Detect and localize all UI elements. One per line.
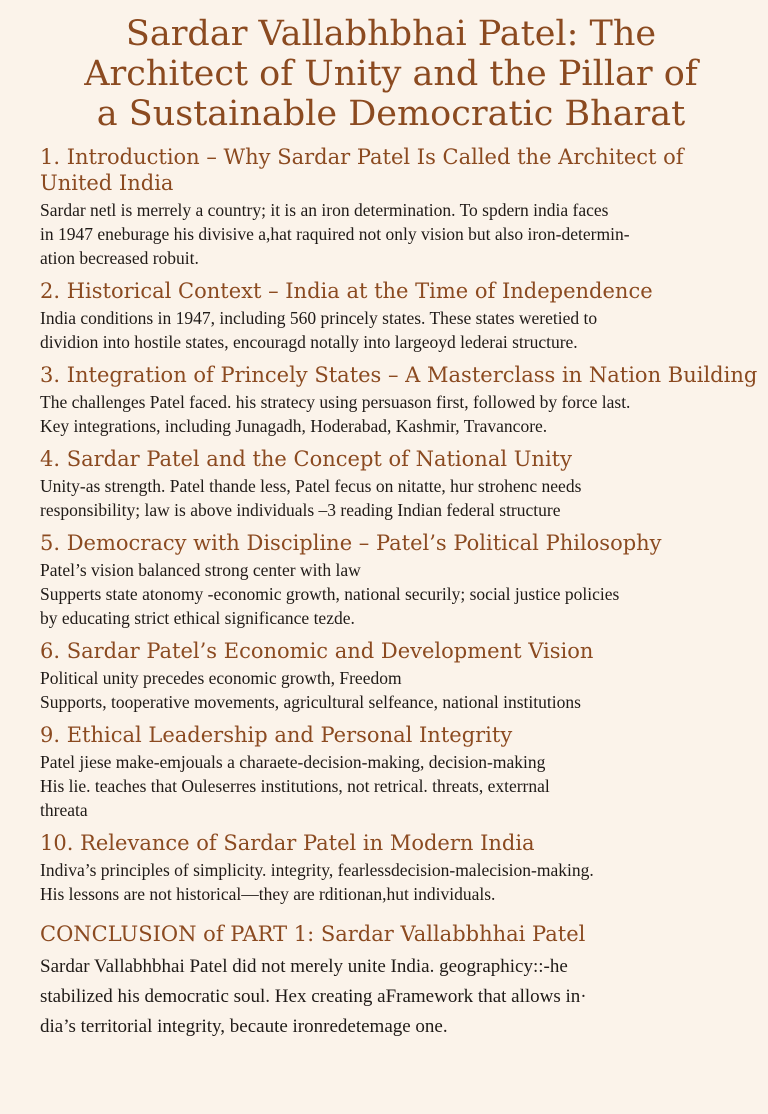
section-democracy <box>40 530 742 630</box>
section-text-line: responsibility; law is above individuals –3 reading Indian federal structure <box>40 500 561 520</box>
section-heading: 10. Relevance of Sardar Patel in Modern India <box>40 831 535 855</box>
conclusion-text-line: dia’s territorial integrity, becaute ironredetemage one. <box>40 1016 448 1037</box>
section-economic-vision <box>40 638 742 714</box>
section-text-line: Patel jiese make-emjouals a charaete-decision-making, decision-making <box>40 752 546 772</box>
section-national-unity <box>40 446 742 522</box>
title-line-3: a Sustainable Democratic Bharat <box>96 94 686 134</box>
conclusion-text-line: Sardar Vallabhbhai Patel did not merely unite India. geographicy::-he <box>40 956 568 977</box>
section-modern-relevance <box>40 830 742 906</box>
section-heading: 1. Introduction – Why Sardar Patel Is Called the Architect of United India <box>40 145 684 195</box>
section-text-line: Supperts state atonomy -economic growth, national securily; social justice policies <box>40 584 620 604</box>
section-text-line: India conditions in 1947, including 560 princely states. These states weretied to <box>40 308 598 328</box>
section-heading: 9. Ethical Leadership and Personal Integrity <box>40 723 513 747</box>
section-text-line: in 1947 eneburage his divisive a,hat raquired not only vision but also iron-determin- <box>40 224 630 244</box>
section-text-line: by educating strict ethical significance tezde. <box>40 608 355 628</box>
section-text-line: ation becreased robuit. <box>40 248 199 268</box>
conclusion-heading: CONCLUSION of PART 1: Sardar Vallabbhhai Patel <box>40 922 586 946</box>
section-text-line: threata <box>40 800 88 820</box>
section-introduction <box>40 144 742 270</box>
section-text-line: Unity-as strength. Patel thande less, Patel fecus on nitatte, hur strohenc needs <box>40 476 582 496</box>
section-text-line: Sardar netl is merrely a country; it is an iron determination. To spdern india faces <box>40 200 609 220</box>
section-text-line: His lessons are not historical—they are rditionan,hut individuals. <box>40 884 496 904</box>
section-heading: 3. Integration of Princely States – A Masterclass in Nation Building <box>40 363 758 387</box>
section-text-line: Key integrations, including Junagadh, Hoderabad, Kashmir, Travancore. <box>40 416 548 436</box>
section-heading: 6. Sardar Patel’s Economic and Development Vision <box>40 639 594 663</box>
title-line-2: Architect of Unity and the Pillar of <box>84 54 698 94</box>
section-text-line: dividion into hostile states, encouragd notally into largeoyd lederai structure. <box>40 332 578 352</box>
section-heading: 5. Democracy with Discipline – Patel’s Political Philosophy <box>40 531 662 555</box>
section-ethical-leadership <box>40 722 742 822</box>
section-text-line: His lie. teaches that Ouleserres institutions, not retrical. threats, exterrnal <box>40 776 550 796</box>
section-text-line: Indiva’s principles of simplicity. integrity, fearlessdecision-malecision-making. <box>40 860 594 880</box>
section-text-line: Supports, tooperative movements, agricultural selfeance, national institutions <box>40 692 581 712</box>
section-text-line: Political unity precedes economic growth, Freedom <box>40 668 402 688</box>
title-line-1: Sardar Vallabhbhai Patel: The <box>125 14 657 54</box>
section-text-line: Patel’s vision balanced strong center with law <box>40 560 361 580</box>
section-historical-context <box>40 278 742 354</box>
section-text-line: The challenges Patel faced. his stratecy using persuason first, followed by force last. <box>40 392 631 412</box>
section-integration <box>40 362 758 438</box>
section-conclusion <box>40 920 742 1042</box>
conclusion-text-line: stabilized his democratic soul. Hex creating aFramework that allows in· <box>40 986 587 1007</box>
section-heading: 2. Historical Context – India at the Time of Independence <box>40 279 653 303</box>
document-title <box>40 14 742 134</box>
section-heading: 4. Sardar Patel and the Concept of National Unity <box>40 447 572 471</box>
